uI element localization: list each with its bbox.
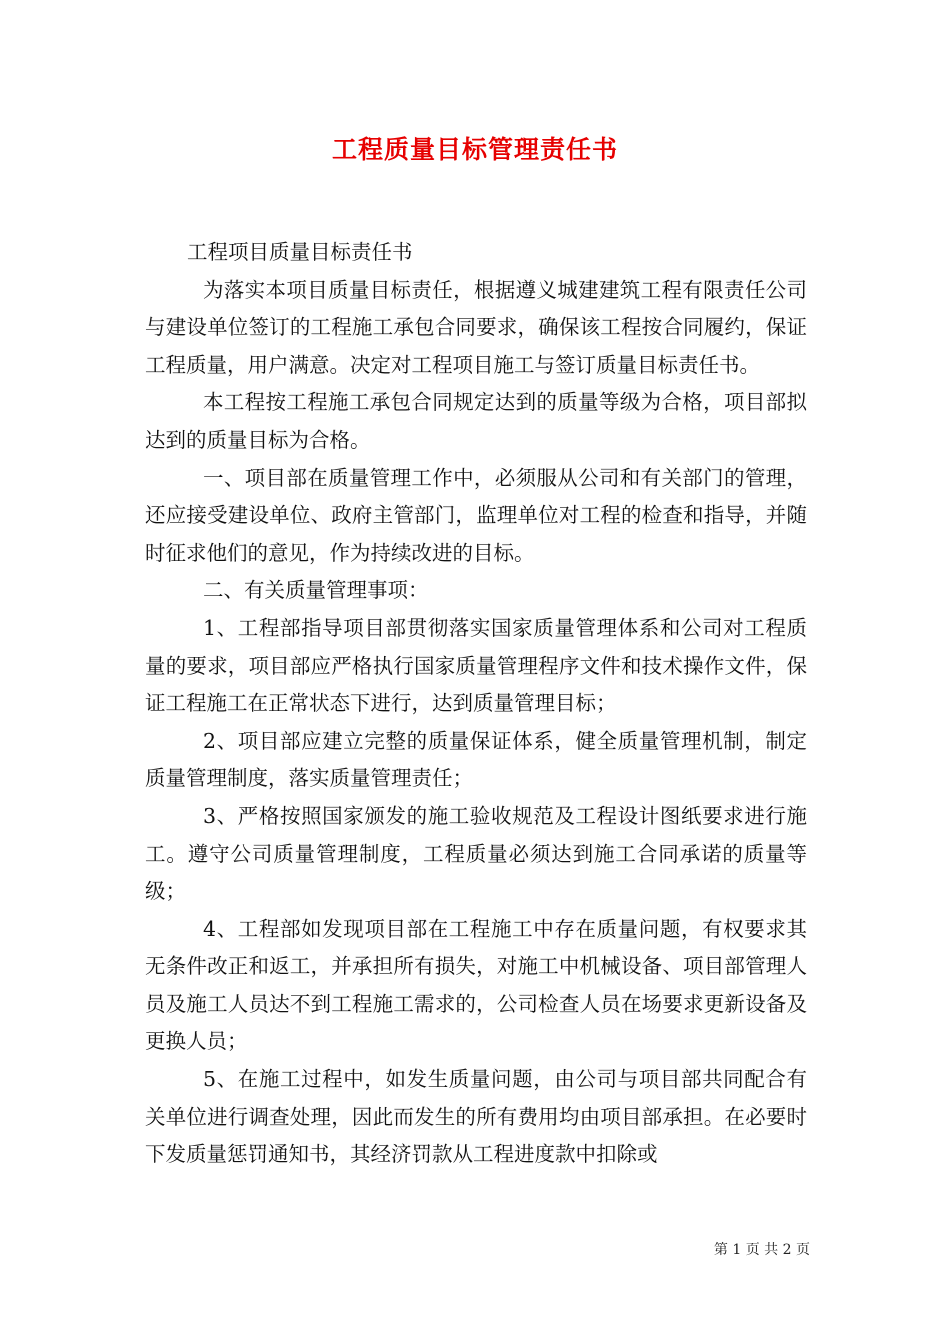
document-body xyxy=(145,234,807,1174)
paragraph-item-3: 3、严格按照国家颁发的施工验收规范及工程设计图纸要求进行施工。遵守公司质量管理制度，工程质量必须达到施工合同承诺的质量等级； xyxy=(145,803,807,904)
paragraph-section-one: 一、项目部在质量管理工作中，必须服从公司和有关部门的管理，还应接受建设单位、政府主管部门，监理单位对工程的检查和指导，并随时征求他们的意见，作为持续改进的目标。 xyxy=(145,465,807,565)
paragraph-quality-level: 本工程按工程施工承包合同规定达到的质量等级为合格，项目部拟达到的质量目标为合格。 xyxy=(145,390,807,452)
page-indicator: 第 1 页 共 2 页 xyxy=(713,1242,810,1258)
paragraph-item-5: 5、在施工过程中，如发生质量问题，由公司与项目部共同配合有关单位进行调查处理，因此而发生的所有费用均由项目部承担。在必要时下发质量惩罚通知书，其经济罚款从工程进度款中扣除或 xyxy=(145,1067,807,1167)
paragraph-item-2: 2、项目部应建立完整的质量保证体系，健全质量管理机制，制定质量管理制度，落实质量管理责任； xyxy=(145,728,807,791)
document-title: 工程质量目标管理责任书 xyxy=(331,135,618,164)
document-subtitle: 工程项目质量目标责任书 xyxy=(187,240,413,264)
paragraph-intro: 为落实本项目质量目标责任，根据遵义城建建筑工程有限责任公司与建设单位签订的工程施工承包合同要求，确保该工程按合同履约，保证工程质量，用户满意。决定对工程项目施工与签订质量目标责任书。 xyxy=(145,277,807,377)
paragraph-item-4: 4、工程部如发现项目部在工程施工中存在质量问题，有权要求其无条件改正和返工，并承担所有损失，对施工中机械设备、项目部管理人员及施工人员达不到工程施工需求的，公司检查人员在场要求更新设备及更换人员； xyxy=(145,916,807,1054)
paragraph-section-two-heading: 二、有关质量管理事项： xyxy=(203,578,429,603)
paragraph-item-1: 1、工程部指导项目部贯彻落实国家质量管理体系和公司对工程质量的要求，项目部应严格执行国家质量管理程序文件和技术操作文件，保证工程施工在正常状态下进行，达到质量管理目标； xyxy=(145,615,807,716)
